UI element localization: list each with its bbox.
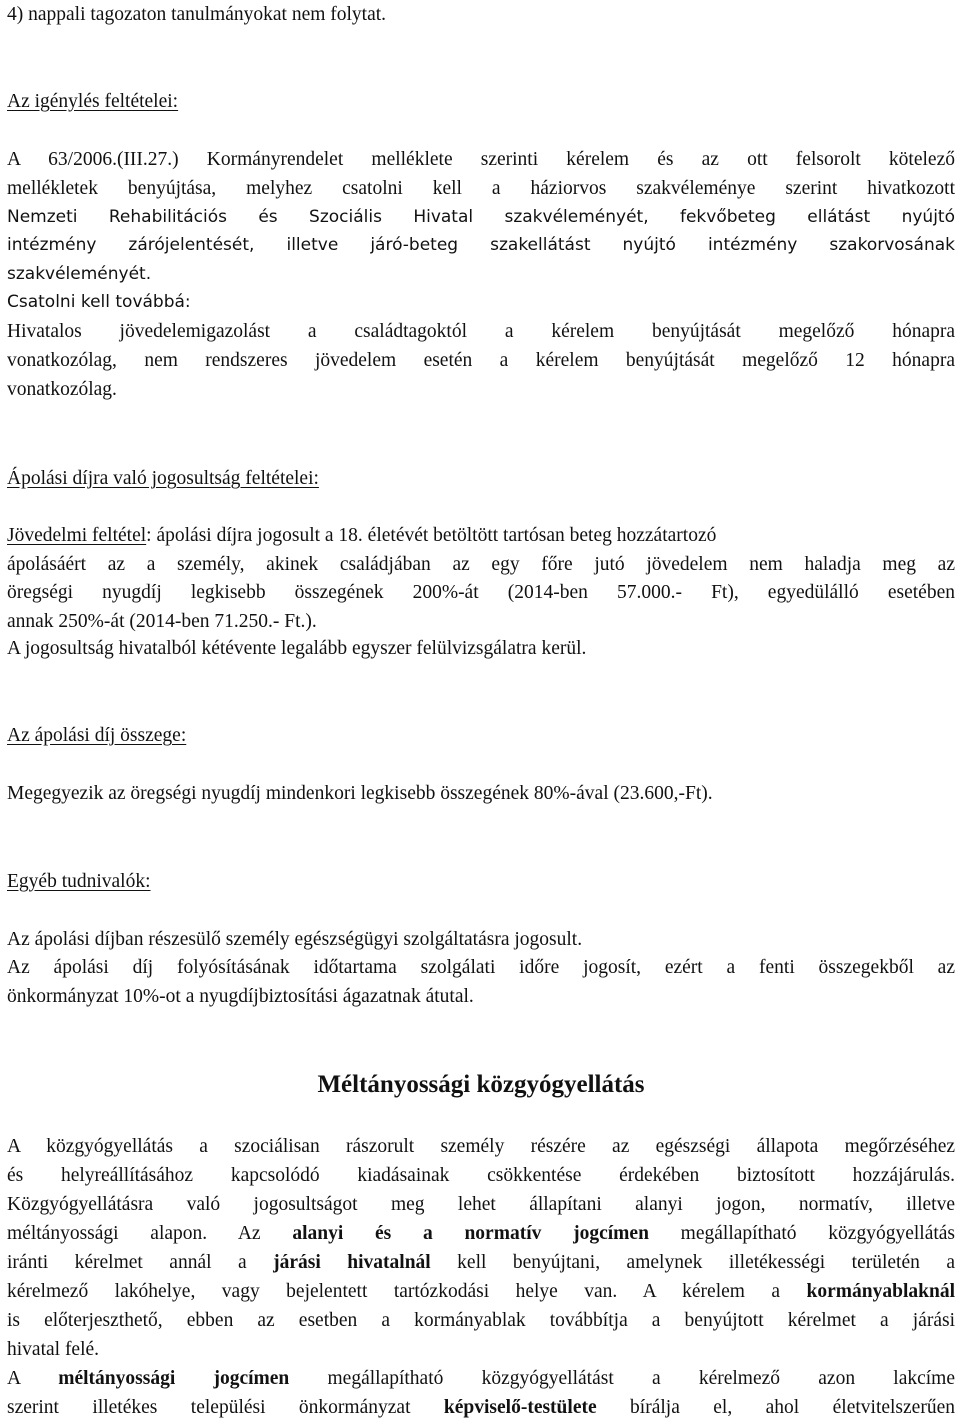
bold-term: alanyi és a normatív jogcímen — [292, 1223, 649, 1244]
main-heading: Méltányossági közgyógyellátás — [317, 1071, 645, 1098]
bold-term: járási hivatalnál — [273, 1252, 431, 1273]
text-line: mellékletek benyújtása, melyhez csatolni kell a háziorvos szakvéleménye szerint hivatkozott — [7, 178, 955, 199]
text-span: iránti kérelmet annál a — [7, 1252, 274, 1273]
text-line: öregségi nyugdíj legkisebb összegének 200%-át (2014-ben 57.000.- Ft), egyedülálló esetében — [7, 582, 955, 603]
bold-term: méltányossági jogcímen — [58, 1368, 290, 1389]
text-line-meltanyossagi — [7, 1364, 955, 1393]
text-line-alanyi — [7, 1219, 955, 1248]
text-span: kérelmező lakóhelye, vagy bejelentett tartózkodási helye van. A kérelem a — [7, 1281, 807, 1302]
section-heading-osszege: Az ápolási díj összege: — [7, 725, 187, 746]
text-line-jarasi — [7, 1248, 955, 1277]
section-heading-egyeb: Egyéb tudnivalók: — [7, 871, 151, 892]
text-line: Nemzeti Rehabilitációs és Szociális Hivatal szakvéleményét, fekvőbeteg ellátást nyújtó — [7, 207, 955, 227]
section-heading-igenyles: Az igénylés feltételei: — [7, 91, 179, 112]
text-line: Közgyógyellátásra való jogosultságot meg lehet állapítani alanyi jogon, normatív, illetve — [7, 1194, 955, 1215]
text-span: A — [7, 1368, 59, 1389]
text-line: ápolásáért az a személy, akinek családjában az egy főre jutó jövedelem nem haladja meg az — [7, 554, 955, 575]
underlined-term: Jövedelmi feltétel — [7, 525, 147, 546]
text-line-jovedelmi — [7, 521, 955, 550]
text-span: kell benyújtani, amelynek illetékességi területén a — [430, 1252, 956, 1273]
text-line: vonatkozólag. — [7, 379, 117, 400]
bold-term: képviselő-testülete — [443, 1397, 597, 1418]
text-line: önkormányzat 10%-ot a nyugdíjbiztosítási ágazatnak átutal. — [7, 986, 474, 1007]
section-heading-jogosultsag: Ápolási díjra való jogosultság feltételei: — [7, 468, 319, 489]
text-line: vonatkozólag, nem rendszeres jövedelem esetén a kérelem benyújtását megelőző 12 hónapra — [7, 350, 955, 371]
text-span: megállapítható közgyógyellátás — [648, 1223, 956, 1244]
text-line: intézmény zárójelentését, illetve járó-beteg szakellátást nyújtó intézmény szakorvosának — [7, 235, 955, 255]
text-span: bírálja el, ahol életvitelszerűen — [596, 1397, 955, 1418]
text-line: és helyreállításához kapcsolódó kiadásainak csökkentése érdekében biztosított hozzájárulás. — [7, 1165, 955, 1186]
text-line: Hivatalos jövedelemigazolást a családtagoktól a kérelem benyújtását megelőző hónapra — [7, 321, 955, 342]
text-line: Az ápolási díjban részesülő személy egészségügyi szolgáltatásra jogosult. — [7, 929, 583, 950]
bold-term: kormányablaknál — [806, 1281, 955, 1302]
text-line-kormanyablak — [7, 1277, 955, 1306]
text-line: A közgyógyellátás a szociálisan rászorult személy részére az egészségi állapota megőrzéséhez — [7, 1136, 955, 1157]
text-line: A jogosultság hivatalból kétévente legalább egyszer felülvizsgálatra kerül. — [7, 638, 587, 659]
text-line: Csatolni kell továbbá: — [7, 292, 191, 312]
text-line-kepviselo — [7, 1393, 955, 1422]
text-line: annak 250%-át (2014-ben 71.250.- Ft.). — [7, 611, 317, 632]
text-line: hivatal felé. — [7, 1339, 100, 1360]
text-span: szerint illetékes települési önkormányzat — [7, 1397, 444, 1418]
text-line: A 63/2006.(III.27.) Kormányrendelet melléklete szerinti kérelem és az ott felsorolt kötelező — [7, 149, 955, 170]
text-span: megállapítható közgyógyellátást a kérelmező azon lakcíme — [289, 1368, 956, 1389]
text-line: 4) nappali tagozaton tanulmányokat nem folytat. — [7, 4, 387, 25]
text-line: Megegyezik az öregségi nyugdíj mindenkori legkisebb összegének 80%-ával (23.600,-Ft). — [7, 783, 713, 804]
text-line: szakvéleményét. — [7, 264, 152, 284]
text-line: is előterjeszthető, ebben az esetben a kormányablak továbbítja a benyújtott kérelmet a járási — [7, 1310, 955, 1331]
text-line: Az ápolási díj folyósításának időtartama szolgálati időre jogosít, ezért a fenti összegekből az — [7, 957, 955, 978]
text-span: méltányossági alapon. Az — [7, 1223, 293, 1244]
text-span: : ápolási díjra jogosult a 18. életévét betöltött tartósan beteg hozzátartozó — [146, 525, 717, 546]
